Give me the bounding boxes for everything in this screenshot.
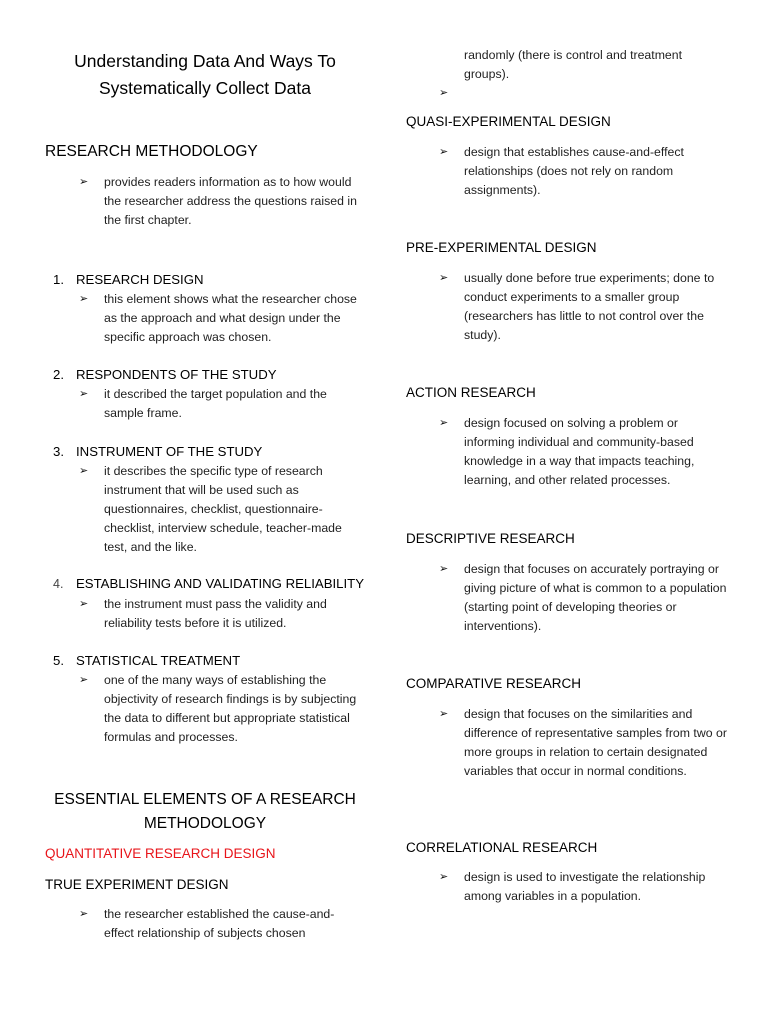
respondents-bullet: ➢ it described the target population and the sample frame. bbox=[79, 387, 327, 420]
research-methodology-bullet: ➢ provides readers information as to how would the researcher address the questions raised in the first chapter. bbox=[79, 175, 357, 227]
statistical-treatment-heading: 5. STATISTICAL TREATMENT bbox=[53, 653, 241, 668]
respondents-heading: 2. RESPONDENTS OF THE STUDY bbox=[53, 367, 277, 382]
arrowhead-bullet-icon: ➢ bbox=[439, 87, 449, 99]
arrowhead-bullet-icon: ➢ bbox=[439, 563, 449, 575]
comparative-research-bullet: ➢ design that focuses on the similarities and difference of representative samples from two or more groups in relation to certain designated variables that occur in normal conditions. bbox=[439, 707, 727, 778]
arrowhead-bullet-icon: ➢ bbox=[439, 417, 449, 429]
true-experiment-bullet: ➢ the researcher established the cause-and-effect relationship of subjects chosen bbox=[79, 907, 335, 940]
arrowhead-bullet-icon: ➢ bbox=[439, 272, 449, 284]
reliability-bullet: ➢ the instrument must pass the validity and reliability tests before it is utilized. bbox=[79, 597, 327, 630]
quantitative-design-heading: QUANTITATIVE RESEARCH DESIGN bbox=[45, 846, 276, 861]
arrowhead-bullet-icon: ➢ bbox=[79, 465, 89, 477]
action-research-heading: ACTION RESEARCH bbox=[406, 385, 536, 400]
arrowhead-bullet-icon: ➢ bbox=[439, 146, 449, 158]
arrowhead-bullet-icon: ➢ bbox=[439, 871, 449, 883]
page-title: Understanding Data And Ways To Systematically Collect Data bbox=[74, 51, 336, 98]
instrument-heading: 3. INSTRUMENT OF THE STUDY bbox=[53, 444, 263, 459]
correlational-research-heading: CORRELATIONAL RESEARCH bbox=[406, 840, 598, 855]
arrowhead-bullet-icon: ➢ bbox=[79, 293, 89, 305]
pre-experimental-heading: PRE-EXPERIMENTAL DESIGN bbox=[406, 240, 597, 255]
research-methodology-heading: RESEARCH METHODOLOGY bbox=[45, 143, 258, 160]
quasi-experimental-bullet: ➢ design that establishes cause-and-effect relationships (does not rely on random assignments). bbox=[439, 145, 684, 197]
research-design-heading: 1. RESEARCH DESIGN bbox=[53, 272, 204, 287]
statistical-treatment-bullet: ➢ one of the many ways of establishing the objectivity of research findings is by subjecting the data to different but appropriate statistical formulas and processes. bbox=[79, 673, 357, 744]
quasi-experimental-heading: QUASI-EXPERIMENTAL DESIGN bbox=[406, 114, 611, 129]
arrowhead-bullet-icon: ➢ bbox=[79, 598, 89, 610]
true-experiment-heading: TRUE EXPERIMENT DESIGN bbox=[45, 877, 229, 892]
pre-experimental-bullet: ➢ usually done before true experiments; done to conduct experiments to a smaller group (researchers has little to not control over the study). bbox=[439, 271, 715, 342]
research-design-bullet: ➢ this element shows what the researcher chose as the approach and what design under the specific approach was chosen. bbox=[79, 292, 357, 344]
essential-elements-heading: ESSENTIAL ELEMENTS OF A RESEARCH METHODOLOGY bbox=[54, 791, 356, 832]
arrowhead-bullet-icon: ➢ bbox=[79, 674, 89, 686]
correlational-research-bullet: ➢ design is used to investigate the relationship among variables in a population. bbox=[439, 870, 706, 903]
reliability-heading: 4. ESTABLISHING AND VALIDATING RELIABILITY bbox=[53, 576, 365, 591]
instrument-bullet: ➢ it describes the specific type of research instrument that will be used such as questionnaires, checklist, questionnaire-checklist, interview schedule, teacher-made test, and the like. bbox=[79, 464, 342, 554]
arrowhead-bullet-icon: ➢ bbox=[79, 388, 89, 400]
action-research-bullet: ➢ design focused on solving a problem or informing individual and community-based knowledge in a way that impacts teaching, learning, and other related processes. bbox=[439, 416, 695, 487]
comparative-research-heading: COMPARATIVE RESEARCH bbox=[406, 676, 582, 691]
arrowhead-bullet-icon: ➢ bbox=[79, 176, 89, 188]
descriptive-research-heading: DESCRIPTIVE RESEARCH bbox=[406, 531, 575, 546]
arrowhead-bullet-icon: ➢ bbox=[79, 908, 89, 920]
arrowhead-bullet-icon: ➢ bbox=[439, 708, 449, 720]
descriptive-research-bullet: ➢ design that focuses on accurately portraying or giving picture of what is common to a population (starting point of developing theories or interventions). bbox=[439, 562, 727, 633]
continuation-text: randomly (there is control and treatment groups). bbox=[464, 48, 683, 81]
